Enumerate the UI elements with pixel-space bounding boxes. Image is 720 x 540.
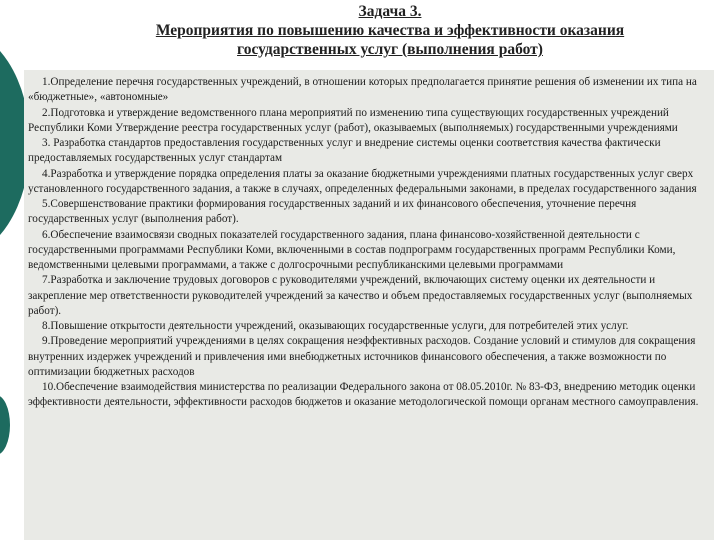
title-heading-line2: государственных услуг (выполнения работ)	[237, 41, 543, 58]
list-item-8: 8.Повышение открытости деятельности учреждений, оказывающих государственные услуги, для потребителей этих услуг.	[42, 320, 629, 332]
list-item-2: 2.Подготовка и утверждение ведомственного плана мероприятий по изменению типа существующих государственных учреждений Республики Коми Утверждение реестра государственных услуг (работ), оказываемых (выполняемых) государственными учреждениями	[28, 106, 678, 134]
list-item-9: 9.Проведение мероприятий учреждениями в целях сокращения неэффективных расходов. Создание условий и стимулов для сокращения внутренних издержек учреждений и привлечения ими внебюджетных источников финансового обеспечения, а также возможности по оптимизации бюджетных расходов	[28, 335, 696, 378]
title-task-number: Задача 3.	[358, 3, 422, 20]
title-heading-line1: Мероприятия по повышению качества и эффективности оказания	[155, 22, 625, 39]
decorative-circle-small	[0, 395, 10, 455]
list-item-1: 1.Определение перечня государственных учреждений, в отношении которых предполагается принятие решения об изменении их типа на «бюджетные», «автономные»	[28, 76, 697, 104]
list-item-10: 10.Обеспечение взаимодействия министерства по реализации Федерального закона от 08.05.2010г. № 83-ФЗ, внедрению методик оценки эффективности деятельности, эффективности расходов бюджетов и оказание методологической помощи органам местного самоуправления.	[28, 381, 699, 409]
list-item-5: 5.Совершенствование практики формирования государственных заданий и их финансового обеспечения, уточнение перечня государственных услуг (выполнения работ).	[28, 198, 637, 226]
list-item-3: 3. Разработка стандартов предоставления государственных услуг и внедрение системы оценки соответствия качества фактически предоставляемых государственных услуг стандартам	[28, 137, 661, 165]
list-item-4: 4.Разработка и утверждение порядка определения платы за оказание бюджетными учреждениями платных государственных услуг сверх установленного государственного задания, а также в случаях, определенных федеральными законами, в пределах государственного задания	[28, 167, 697, 195]
slide-title	[90, 2, 690, 59]
list-item-6: 6.Обеспечение взаимосвязи сводных показателей государственного задания, плана финансово-хозяйственной деятельности с государственными программами Республики Коми, включенными в состав подпрограмм государственных программ Республики Коми, ведомственными целевыми программами, а также с долгосрочными республиканскими целевыми программами	[28, 228, 676, 271]
content-box	[24, 70, 714, 540]
list-item-7: 7.Разработка и заключение трудовых договоров с руководителями учреждений, включающих систему оценки их деятельности и закрепление мер ответственности руководителей учреждений за качество и объем предоставляемых государственных услуг (выполняемых работ).	[28, 274, 693, 317]
